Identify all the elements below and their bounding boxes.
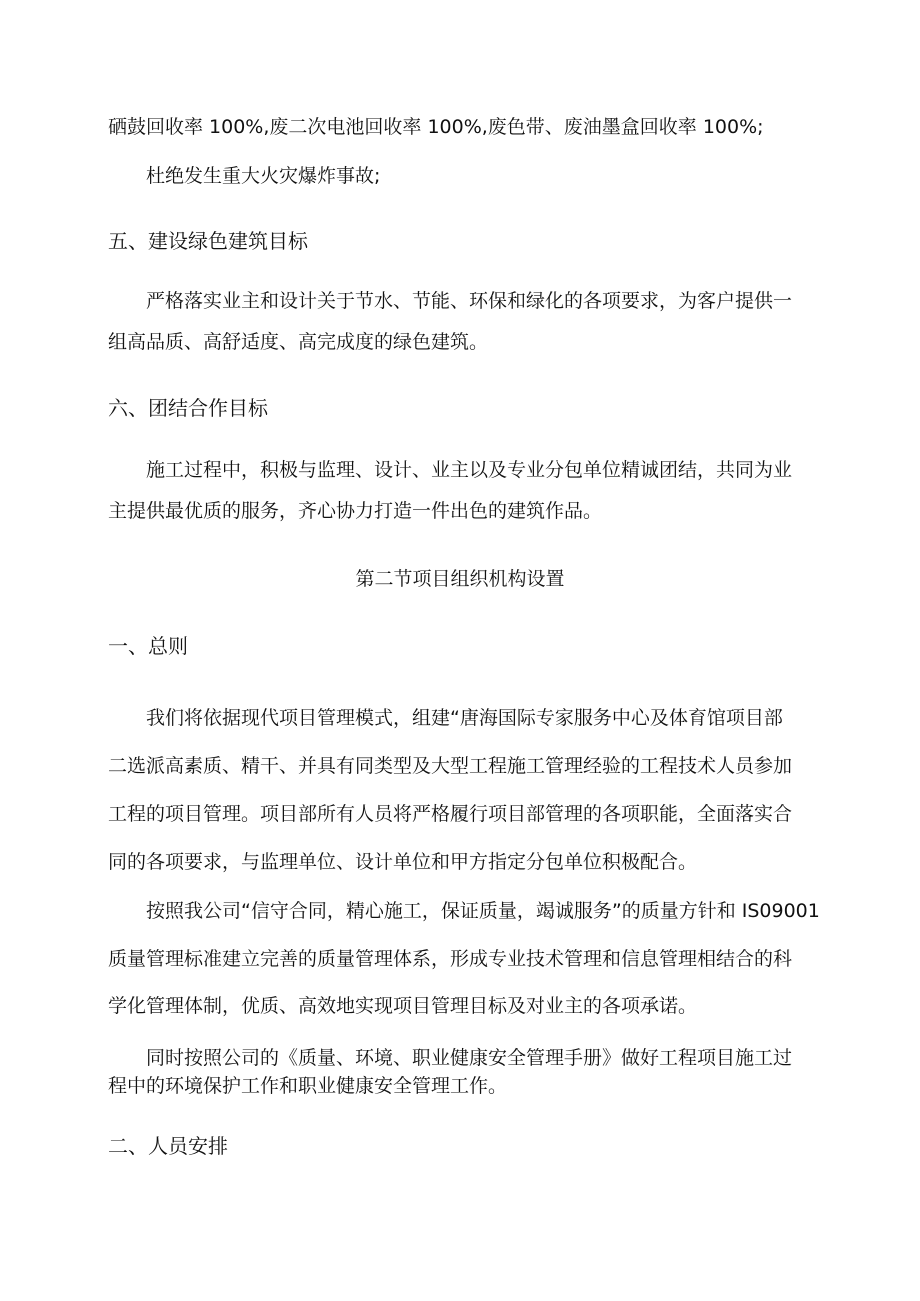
text-line: 工程的项目管理。项目部所有人员将严格履行项目部管理的各项职能，全面落实合: [108, 803, 793, 825]
text-line: 同的各项要求，与监理单位、设计单位和甲方指定分包单位积极配合。: [108, 851, 698, 873]
text-line: 施工过程中，积极与监理、设计、业主以及专业分包单位精诚团结，共同为业: [146, 459, 793, 481]
text-line: 程中的环境保护工作和职业健康安全管理工作。: [108, 1075, 508, 1097]
text-line: 二选派高素质、精干、并具有同类型及大型工程施工管理经验的工程技术人员参加: [108, 755, 793, 777]
text-line: 组高品质、高舒适度、高完成度的绿色建筑。: [108, 331, 489, 353]
text-line: 学化管理体制，优质、高效地实现项目管理目标及对业主的各项承诺。: [108, 995, 698, 1017]
text-line: 质量管理标准建立完善的质量管理体系，形成专业技术管理和信息管理相结合的科: [108, 948, 793, 970]
section-heading: 六、团结合作目标: [108, 396, 268, 420]
text-line: 我们将依据现代项目管理模式，组建“唐海国际专家服务中心及体育馆项目部: [146, 707, 783, 729]
section-heading: 二、人员安排: [108, 1134, 228, 1158]
section-heading: 五、建设绿色建筑目标: [108, 229, 308, 253]
text-line: 严格落实业主和设计关于节水、节能、环保和绿化的各项要求，为客户提供一: [146, 290, 793, 312]
text-line: 杜绝发生重大火灾爆炸事故;: [146, 165, 381, 187]
text-line: 同时按照公司的《质量、环境、职业健康安全管理手册》做好工程项目施工过: [146, 1047, 793, 1069]
chapter-title: 第二节项目组织机构设置: [355, 568, 565, 590]
text-line: 按照我公司“信守合同，精心施工，保证质量，竭诚服务”的质量方针和 IS09001: [146, 900, 820, 922]
text-line: 主提供最优质的服务，齐心协力打造一件出色的建筑作品。: [108, 500, 603, 522]
text-line: 硒鼓回收率 100%,废二次电池回收率 100%,废色带、废油墨盒回收率 100%;: [108, 116, 764, 138]
section-heading: 一、总则: [108, 634, 188, 658]
